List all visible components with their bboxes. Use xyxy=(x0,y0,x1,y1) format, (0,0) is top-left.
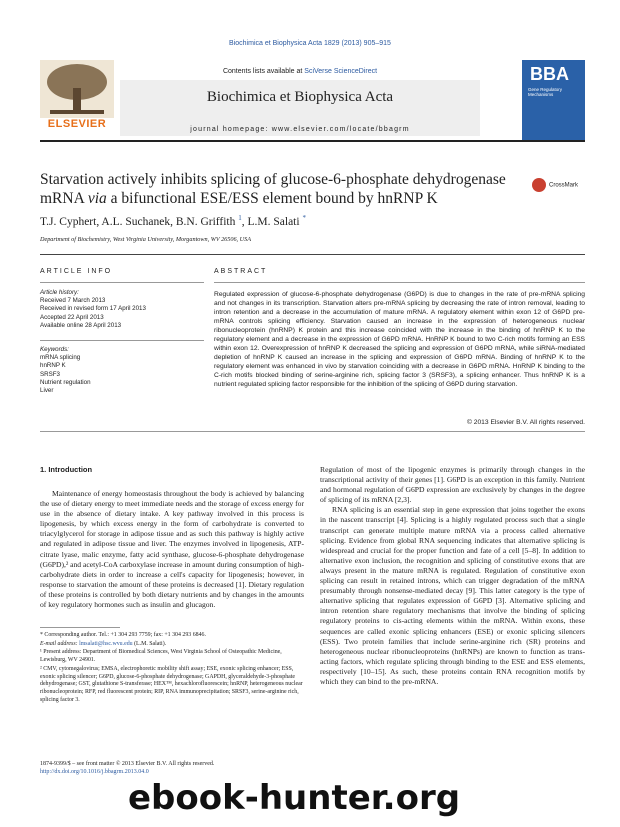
cover-title: BBA xyxy=(530,64,569,84)
email-label: E-mail address: xyxy=(40,640,80,647)
history-item: Accepted 22 April 2013 xyxy=(40,313,104,321)
paragraph: Maintenance of energy homeostasis throughout the body is achieved by balancing the use of dietary energy to meet immediate needs and the storage of excess energy for use in the absence of dietary intake. A key pathway involved in this process is lipogenesis, by which excess energy in the form of carbohydrate is converted to triacylglycerol for storage in adipose tissue and as such this pathway is highly active and regulated in adipose tissue and liver. The enzymes involved in lipogenesis, ATP-citrate lyase, malic enzyme, fatty acid synthase, glucose-6-phosphate dehydrogenase (G6PD),² and acetyl-CoA carboxylase increase in amount during consumption of high-carbohydrate diets in order to increase a cell's capacity for lipogenesis; however, in response to starvation the amount of these proteins is decreased [1]. Dietary regulation of these proteins is controlled by both dietary nutrients and by changes in the amounts of key regulatory hormones such as insulin and glucagon. xyxy=(40,489,304,610)
journal-cover xyxy=(522,60,585,140)
copyright: © 2013 Elsevier B.V. All rights reserved. xyxy=(466,419,585,426)
issn-line xyxy=(40,760,304,776)
affiliation: Department of Biochemistry, West Virginia University, Morgantown, WV 26506, USA xyxy=(40,236,251,243)
footnote-divider xyxy=(40,627,120,628)
keywords xyxy=(40,346,204,395)
doi-link[interactable]: http://dx.doi.org/10.1016/j.bbagrm.2013.04.0 xyxy=(40,769,149,775)
journal-citation[interactable]: Biochimica et Biophysica Acta 1829 (2013) 905–915 xyxy=(229,40,391,47)
publisher-wordmark: ELSEVIER xyxy=(47,118,107,130)
keyword: Nutrient regulation xyxy=(40,378,91,386)
front-matter: 1874-9399/$ – see front matter © 2013 Elsevier B.V. All rights reserved. xyxy=(40,761,215,767)
paragraph: RNA splicing is an essential step in gene expression that joins together the exons in the nascent transcript [4]. Splicing is a highly regulated process such that a single transcript can generate multiple mature mRNA via a process called alternative splicing. Evidence from global RNA sequencing indicates that alternative splicing is widespread and crucial for the proper function and fate of a cell [5–8]. In addition to alternative exon inclusion, the recognition and splicing of constitutive exons that are always present in the mature mRNA is regulated. Regulation of constitutive exon splicing can result in retained introns, which can trigger degradation of the mRNA presumably through nonsense-mediated decay [9]. This latter category is the type of alternative splicing that regulates expression of G6PD [3]. Alternative splicing and intron retention share regulatory mechanisms that involve the binding of splicing regulatory proteins to cis-acting elements within the mRNA. Within exons, these sequences are called exonic splicing enhancers (ESE) or exonic splicing silencers (ESS). Two protein families that include serine-arginine rich (SR) proteins and heterogeneous nuclear ribonucleoproteins (hnRNPs) are known to function as trans-acting factors, which regulate splicing through binding to the ESE and ESS elements, respectively [10–15]. As such, these proteins contain RNA recognition motifs by which they can bind to the pre-mRNA. xyxy=(320,505,585,686)
contents-prefix: Contents lists available at xyxy=(222,68,305,75)
authors-text: , L.M. Salati xyxy=(241,215,303,228)
keyword: hnRNP K xyxy=(40,362,66,370)
elsevier-logo xyxy=(40,60,114,135)
divider xyxy=(40,431,585,432)
title-part: Starvation actively inhibits splicing of glucose-6-phosphate dehydrogenase mRNA xyxy=(40,171,506,207)
divider xyxy=(40,282,204,283)
keywords-label: Keywords: xyxy=(40,346,69,353)
footnote: ¹ Present address: Department of Biomedical Sciences, West Virginia School of Osteopathic Medicine, Lewisburg, WV 24901. xyxy=(40,649,282,664)
abstract-heading: ABSTRACT xyxy=(214,268,268,275)
journal-homepage[interactable]: journal homepage: www.elsevier.com/locate/bbagrm xyxy=(190,126,410,133)
title-italic: via xyxy=(87,190,107,207)
footnote-email xyxy=(40,641,304,649)
corresponding-author-marker[interactable]: * xyxy=(302,214,306,222)
author-list xyxy=(40,214,580,228)
history-item: Received in revised form 17 April 2013 xyxy=(40,305,146,313)
title-part: a bifunctional ESE/ESS element bound by hnRNP K xyxy=(106,190,438,207)
email-link[interactable]: lmsalati@hsc.wvu.edu xyxy=(79,640,133,647)
keyword: SRSF3 xyxy=(40,370,60,378)
cover-subtitle: Gene Regulatory Mechanisms xyxy=(528,87,563,97)
crossmark-label: CrossMark xyxy=(549,182,579,189)
footnotes xyxy=(40,632,304,705)
email-suffix: (L.M. Salati). xyxy=(132,640,167,647)
footnote-corresponding: * Corresponding author. Tel.: +1 304 293 7759; fax: +1 304 293 6846. xyxy=(40,632,206,638)
divider xyxy=(40,254,585,255)
paragraph: Regulation of most of the lipogenic enzymes is primarily through changes in the transcriptional activity of their genes [1]. G6PD is an exception in this family. Nutrient and hormonal regulation of G6PD expression are exclusively by changes in the degree of splicing of its mRNA [2,3]. xyxy=(320,465,585,505)
divider xyxy=(40,340,204,341)
history-item: Received 7 March 2013 xyxy=(40,297,106,305)
crossmark-badge[interactable] xyxy=(532,178,592,194)
authors-text: T.J. Cyphert, A.L. Suchanek, B.N. Griffith xyxy=(40,215,239,228)
article-info-heading: ARTICLE INFO xyxy=(40,268,113,275)
journal-title: Biochimica et Biophysica Acta xyxy=(206,89,394,105)
body-column-right xyxy=(320,465,585,687)
history-label: Article history: xyxy=(40,289,79,296)
article-history xyxy=(40,289,204,330)
footnote: ² CMV, cytomegalovirus; EMSA, electrophoretic mobility shift assay; ESE, exonic splicing enhancer; ESS, exonic splicing silencer; G6PD, glucose-6-phosphate dehydrogenase; GAPDH, glyceraldehyde-3-phosphate dehydrogenase; GST, glutathione S-transferase; HEX™, hexachlorofluorescein; hnRNP, heterogeneous nuclear ribonucleoprotein; RFP, red fluorescent protein; RIP, RNA immunoprecipitation; SRSF3, serine-arginine rich, splicing factor 3. xyxy=(40,665,303,703)
section-heading: 1. Introduction xyxy=(40,465,93,474)
keyword: Liver xyxy=(40,387,54,395)
author-footnote-marker[interactable]: 1 xyxy=(238,214,242,222)
watermark: ebook-hunter.org xyxy=(128,778,461,818)
contents-line xyxy=(120,68,480,75)
crossmark-icon xyxy=(532,178,546,192)
elsevier-tree-icon xyxy=(40,60,114,118)
sciencedirect-link[interactable]: SciVerse ScienceDirect xyxy=(304,68,378,75)
history-item: Available online 28 April 2013 xyxy=(40,321,122,329)
divider xyxy=(214,282,585,283)
keyword: mRNA splicing xyxy=(40,354,81,362)
body-column-left xyxy=(40,489,304,610)
article-title xyxy=(40,170,510,208)
abstract-text: Regulated expression of glucose-6-phosphate dehydrogenase (G6PD) is due to changes in the rate of pre-mRNA splicing and not changes in its transcription. Starvation alters pre-mRNA splicing by decreasing the rate of intron removal, leading to intron retention and a decrease in the accumulation of mature mRNA. A regulatory element within exon 12 of G6PD pre-mRNA controls splicing efficiency. Starvation caused an increase in the expression of heterogeneous nuclear ribonucleoprotein (hnRNP) K protein and this increase coincided with the increase in the binding of hnRNP K to the regulatory element and a decrease in the expression of G6PD mRNA. HnRNP K bound to two C-rich motifs forming an ESS within exon 12. Overexpression of hnRNP K decreased the splicing and expression of G6PD mRNA, while siRNA-mediated depletion of hnRNP K caused an increase in the splicing and expression of G6PD mRNA. Binding of hnRNP K to the regulatory element was enhanced in vivo by starvation coinciding with a decrease in G6PD mRNA. HnRNP K binding to the C-rich motifs blocked binding of serine-arginine rich, splicing factor 3 (SRSF3), a splicing enhancer. Thus hnRNP K is a nutrient regulated splicing factor responsible for the inhibition of the splicing of G6PD during starvation. xyxy=(214,291,585,389)
